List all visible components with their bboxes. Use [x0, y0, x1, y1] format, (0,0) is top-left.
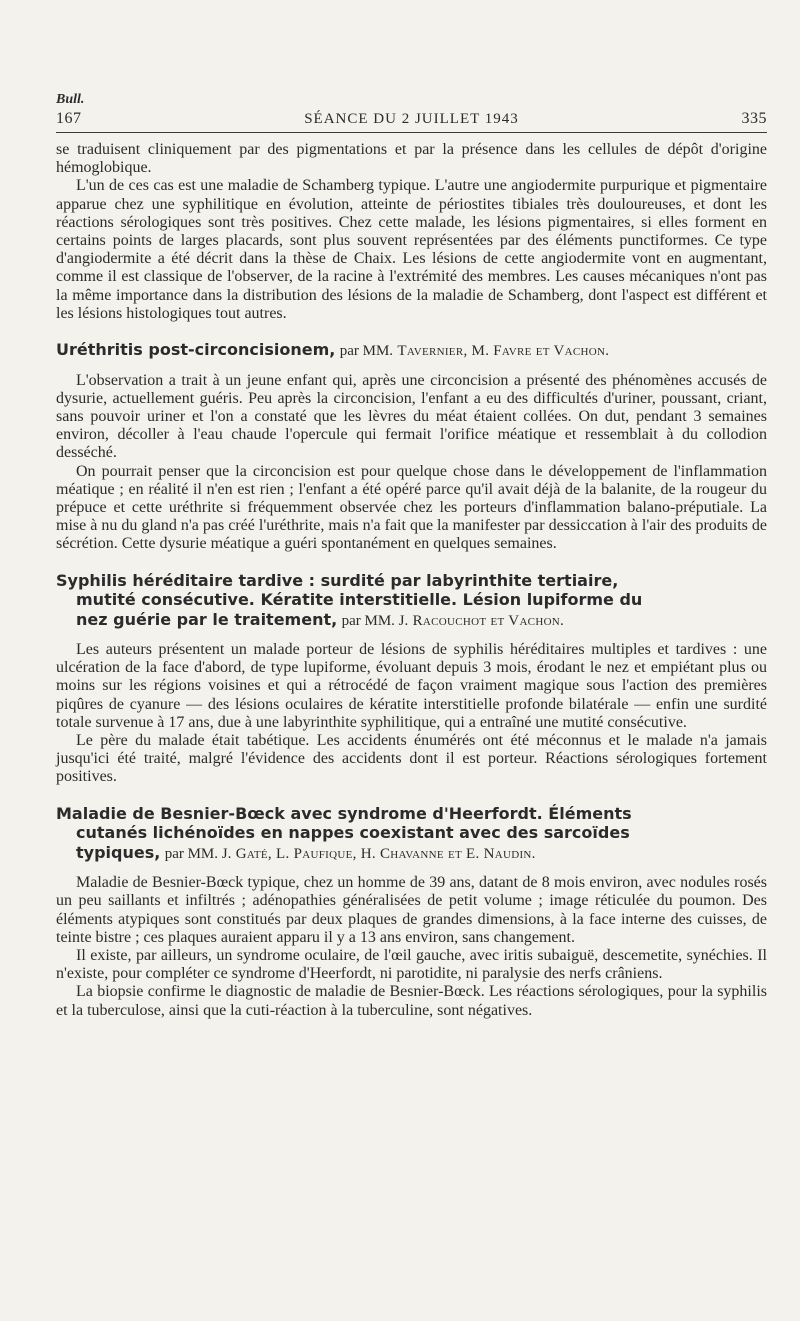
section-title-line-2: mutité consécutive. Kératite interstitielle. Lésion lupiforme du — [76, 590, 643, 610]
section-title-line-1: Syphilis héréditaire tardive : surdité par labyrinthite tertiaire, — [56, 570, 619, 590]
section2-paragraph-2: Le père du malade était tabétique. Les accidents énumérés ont été méconnus et le malade n'a jamais jusqu'ici été traité, malgré l'évidence des accidents dont il est porteur. Réactions sérologiques fortement positives. — [56, 732, 767, 786]
running-header — [56, 108, 767, 133]
section-title-line-3: typiques, — [76, 842, 161, 862]
section-title: Uréthritis post-circoncisionem, — [56, 340, 336, 360]
section-title-line-2: cutanés lichénoïdes en nappes coexistant avec des sarcoïdes — [76, 823, 630, 843]
section2-paragraph-1: Les auteurs présentent un malade porteur de lésions de syphilis héréditaires multiples et tardives : une ulcération de la face d'abord, de type lupiforme, évoluant depuis 3 mois, érodant le nez et empiétant plus ou moins sur les régions voisines et qui a rétrocédé de façon vraiment magique sous l'action des premières piqûres de cyanure — des lésions oculaires de kératite interstitielle profonde bilatérale — enfin une surdité totale survenue à 17 ans, due à une labyrinthite syphilitique, qui a entraîné une mutité consécutive. — [56, 641, 767, 731]
page-number: 335 — [741, 110, 767, 127]
section-authors: Gaté, L. Paufique, H. Chavanne et E. Naudin. — [235, 845, 536, 862]
section-authors: Racouchot et Vachon. — [412, 612, 565, 629]
session-title: SÉANCE DU 2 JUILLET 1943 — [304, 111, 519, 127]
intro-paragraph-1: se traduisent cliniquement par des pigmentations et par la présence dans les cellules de dépôt d'origine hémoglobique. — [56, 141, 767, 177]
section-heading-besnier-boeck — [56, 804, 767, 865]
section-title-line-1: Maladie de Besnier-Bœck avec syndrome d'Heerfordt. Éléments — [56, 803, 632, 823]
section-heading-urethritis — [56, 340, 767, 362]
section-title-line-3: nez guérie par le traitement, — [76, 609, 338, 629]
section3-paragraph-2: Il existe, par ailleurs, un syndrome oculaire, de l'œil gauche, avec iritis subaiguë, descemetite, synéchies. Il n'existe, pour compléter ce syndrome d'Heerfordt, ni parotidite, ni paralysie des nerfs crâniens. — [56, 947, 767, 983]
bulletin-label: Bull. — [56, 92, 85, 107]
signature-number: 167 — [56, 110, 82, 127]
section3-paragraph-1: Maladie de Besnier-Bœck typique, chez un homme de 39 ans, datant de 8 mois environ, avec nodules rosés un peu saillants et infiltrés ; adénopathies généralisées de petit volume ; image réticulée du poumon. Des éléments atypiques sont constitués par deux plaques de grandes dimensions, à la face interne des cuisses, de teinte bistre ; ces plaques auraient apparu il y a 13 ans environ, sans changement. — [56, 874, 767, 946]
document-page — [56, 92, 767, 1020]
section-par: par MM. — [339, 343, 394, 360]
section-authors: Tavernier, M. Favre et Vachon. — [397, 343, 610, 360]
section-par: par MM. J. — [341, 612, 409, 629]
section3-paragraph-3: La biopsie confirme le diagnostic de maladie de Besnier-Bœck. Les réactions sérologiques, pour la syphilis et la tuberculose, ainsi que la cuti-réaction à la tuberculine, sont négatives. — [56, 983, 767, 1019]
intro-paragraph-2: L'un de ces cas est une maladie de Schamberg typique. L'autre une angiodermite purpurique et pigmentaire apparue chez une syphilitique en évolution, atteinte de périostites tibiales très douloureuses, et dont les réactions sérologiques sont très positives. Chez cette malade, les lésions pigmentaires, si elles forment en certains points de larges placards, sont plus souvent représentées par des éléments punctiformes. Ce type d'angiodermite a été décrit dans la thèse de Chaix. Les lésions de cette angiodermite vont en augmentant, comme il est classique de l'observer, de la racine à l'extrémité des membres. Les causes mécaniques n'ont pas la même importance dans la distribution des lésions de la maladie de Schamberg, dont l'aspect est différent et les lésions histologiques tout autres. — [56, 177, 767, 322]
section-par: par MM. J. — [164, 845, 232, 862]
section1-paragraph-1: L'observation a trait à un jeune enfant qui, après une circoncision a présenté des phénomènes accusés de dysurie, actuellement guéris. Peu après la circoncision, l'enfant a eu des difficultés d'uriner, poussant, criant, sans pouvoir uriner et l'on a constaté que les lèvres du méat étaient collées. On dut, pendant 3 semaines environ, décoller à l'eau chaude l'opercule qui fermait l'orifice méatique et ressemblait à du collodion desséché. — [56, 371, 767, 462]
section-heading-syphilis — [56, 571, 767, 632]
section1-paragraph-2: On pourrait penser que la circoncision est pour quelque chose dans le développement de l'inflammation méatique ; en réalité il n'en est rien ; l'enfant a été opéré parce qu'il avait déjà de la balanite, de la rougeur du prépuce et cette uréthrite si fréquemment observée chez les porteurs d'inflammation balano-préputiale. La mise à nu du gland n'a pas créé l'uréthrite, mais n'a fait que la manifester par dessiccation à l'air des produits de sécrétion. Cette dysurie méatique a guéri spontanément en quelques semaines. — [56, 462, 767, 553]
